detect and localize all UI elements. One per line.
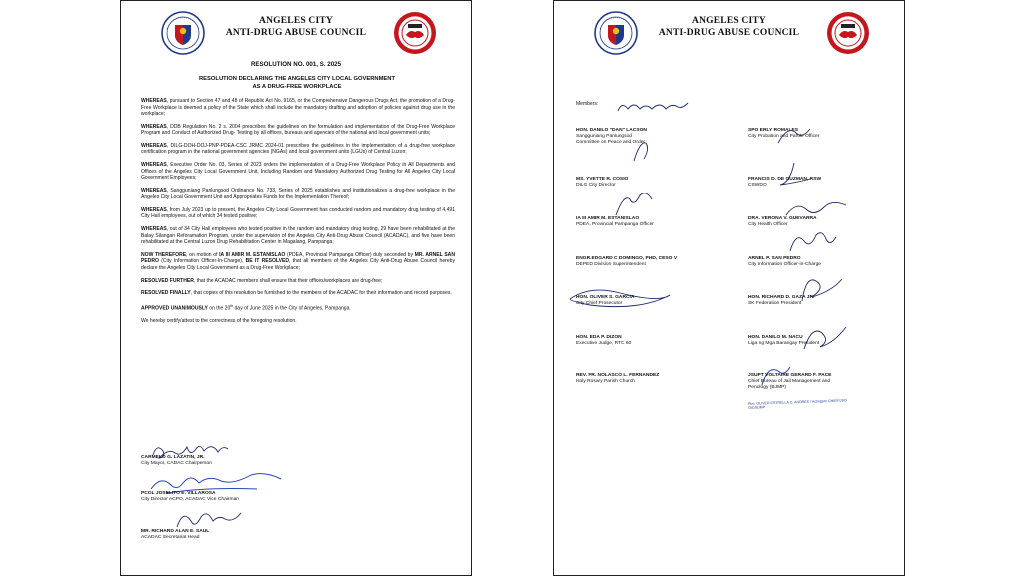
member-name: HON. DANILO "DAN" LACSON xyxy=(576,128,647,133)
paragraph-lead: NOW THEREFORE xyxy=(141,251,187,258)
member-block xyxy=(748,256,898,268)
signatory-block xyxy=(141,491,239,503)
certify-line: We hereby certify/attest to the correctness of the foregoing resolution. xyxy=(141,318,297,325)
paragraph-text: (City Information Officer-In-Charge), xyxy=(158,258,246,265)
paragraph-lead: RESOLVED FURTHER xyxy=(141,277,194,284)
member-block xyxy=(576,216,726,228)
date-suffix: th xyxy=(230,303,234,308)
header-line-1: ANGELES CITY xyxy=(692,16,766,26)
member-position: CSWDO xyxy=(748,183,767,189)
lacson-signature xyxy=(614,97,694,117)
member-name: IA III AMIR M. ESTANISLAO xyxy=(576,216,640,221)
member-position: SK Federation President xyxy=(748,301,802,307)
member-block xyxy=(748,216,898,228)
member-block xyxy=(748,335,898,347)
member-position: Holy Rosary Parish Church xyxy=(576,379,635,385)
member-block xyxy=(576,256,726,268)
member-name: SPO ERLY ROMALES xyxy=(748,128,799,133)
paragraph-text: , out of 34 City Hall employees who tested positive in the random and mandatory drug testing, 29 have been rehabilitated at the Balay Silangan Reforamation Program, under the supervision of the Angeles City Anti-Drug Abuse Council (ACADAC), and five have been rehabilitated at the Central Luzon Drug Rehabilitation Center in Magalang, Pampanga; xyxy=(141,226,455,246)
member-block xyxy=(748,177,898,189)
member-position: DILG City Director xyxy=(576,183,616,189)
member-name: FRANCIS D. DE GUZMAN, RSW xyxy=(748,177,822,182)
sanpedro-signature xyxy=(784,229,840,257)
whereas-paragraph xyxy=(141,124,455,137)
signatory-name: CARMELO G. LAZATIN, JR. xyxy=(141,455,205,460)
signatory-position: ACADAC Secretariat Head xyxy=(141,535,200,541)
member-position: Chief Bureau of Jail Management and xyxy=(748,379,831,385)
paragraph-text: , Sangguniang Panlungsod Ordinance No. 733, Series of 2025 establishes and institutionalizes a drug-free workplace in the Angeles City Local Government Unit and Appropriates Funds for the Implementation Thereof; xyxy=(141,187,455,201)
paragraph-lead: WHEREAS xyxy=(141,123,167,130)
member-name: HON. RICHARD D. GAZA JR. xyxy=(748,295,815,300)
title-line-2: AS A DRUG-FREE WORKPLACE xyxy=(252,83,342,90)
paragraph-lead: WHEREAS xyxy=(141,226,167,233)
signatory-position: City Mayor, CADAC Chairperson xyxy=(141,461,212,467)
member-name: MS. YVETTE R. COSIO xyxy=(576,177,629,182)
members-label: Members: xyxy=(576,101,599,107)
member-name: ARNEL P. SAN PEDRO xyxy=(748,256,801,261)
paragraph-text: day of June 2025 in the City of Angeles, Pampanga. xyxy=(233,305,351,312)
council-header xyxy=(554,15,904,39)
whereas-paragraph xyxy=(141,188,455,201)
paragraph-text: on the 20 xyxy=(207,305,231,312)
member-position-2: Committee on Peace and Order xyxy=(576,140,646,146)
signatory-name: PCOL JOSELITO E. VILLAROSA xyxy=(141,491,216,496)
paragraph-text: (PDEA, Provincial Pampanga Officer) duly seconded by xyxy=(285,251,415,258)
member-position: City Information Officer-in-Charge xyxy=(748,262,822,268)
member-block xyxy=(748,373,898,392)
member-position: City Probation and Parole Officer xyxy=(748,134,820,140)
member-name: HON. EDA P. DIZON xyxy=(576,335,622,340)
resolution-page-1 xyxy=(120,0,472,576)
paragraph-text: , that all members of the Angeles City Anti-Drug Abuse Council hereby declare the Angeles City Local Government as a Drug-Free Workplace; xyxy=(141,258,455,271)
paragraph-text: , Executive Order No. 03, Series of 2023 orders the implementation of a Drug-Free Workplace Policy in All Departments and Offices of the Angeles City Local Government Unit, Including Random and Mandatory Authorized Drug Testing for All Angeles City Local Government Employees; xyxy=(141,162,455,182)
paragraph-lead: WHEREAS xyxy=(141,206,167,213)
title-line-1: RESOLUTION DECLARING THE ANGELES CITY LOCAL GOVERNMENT xyxy=(198,76,396,82)
signatory-position: City Director ACPO, ACADAC Vice Chairman xyxy=(141,497,240,503)
paragraph-text: , that the ACADAC members shall ensure that their offices/workplaces are drug-free; xyxy=(193,277,383,284)
signatory-block xyxy=(141,529,209,541)
member-position-2: Penology (BJMP) xyxy=(748,385,787,391)
approved-paragraph xyxy=(141,303,455,312)
resolved-further-paragraph xyxy=(141,278,455,285)
member-block xyxy=(576,335,726,347)
handwritten-note: Pbo. OLIVER ESTRELLA C. ANDRES / Actingarn CHIEF/JSO OIC/BJMP xyxy=(747,398,847,411)
member-name: JSUPT VOLTAIRE GERARD F. PACE xyxy=(748,373,832,378)
member-name: HON. DANILO M. NACU xyxy=(748,335,803,340)
member-position: PDEA, Provincial Pampanga Officer xyxy=(576,222,654,228)
resolved-finally-paragraph xyxy=(141,290,455,297)
member-name: ENGR.EDGARD C DOMINGO, PHD, CESO V xyxy=(576,256,678,261)
header-line-2: ANTI-DRUG ABUSE COUNCIL xyxy=(225,28,367,38)
council-header xyxy=(121,15,471,39)
signatory-block xyxy=(141,455,212,467)
whereas-paragraph xyxy=(141,98,455,118)
member-position: Sangguniang Panlungsod xyxy=(576,134,633,140)
paragraph-lead: WHEREAS xyxy=(141,98,167,104)
paragraph-lead: WHEREAS xyxy=(141,142,167,149)
header-line-2: ANTI-DRUG ABUSE COUNCIL xyxy=(658,28,800,38)
member-block xyxy=(748,295,898,307)
whereas-paragraph xyxy=(141,207,455,220)
member-block xyxy=(748,128,898,140)
paragraph-lead: RESOLVED FINALLY xyxy=(141,290,191,297)
member-name: HON. OLIVER S. GARCIA xyxy=(576,295,635,300)
paragraph-lead: APPROVED UNANIMOUSLY xyxy=(141,305,208,312)
member-block xyxy=(576,177,726,189)
be-it-resolved: BE IT RESOLVED xyxy=(245,258,289,265)
paragraph-lead: WHEREAS xyxy=(141,187,167,194)
member-position: DEPED Division Superintendent xyxy=(576,262,646,268)
mover-name: IA III AMIR M. ESTANISLAO xyxy=(219,251,286,258)
member-name: REV. FR. NOLASCO L. FERNANDEZ xyxy=(576,373,660,378)
member-position: City Health Officer xyxy=(748,222,788,228)
whereas-paragraph xyxy=(141,226,455,246)
paragraph-text: , pursuant to Section 47 and 48 of Republic Act No. 9165, or the Comprehensive Dangerous Drugs Act, the promotion of a Drug-Free Workplace is deemed a policy of the State which shall include the mandatory drafting and adoption of policies against drug use in the workplace; xyxy=(141,98,455,117)
member-block xyxy=(576,373,726,385)
member-name: DRA. VERONA V. GUEVARRA xyxy=(748,216,817,221)
resolution-number: RESOLUTION NO. 001, S. 2025 xyxy=(250,61,342,68)
paragraph-text: , DILG-DOH-DOJ-PNP-PDEA-CSC JRMC 2024-01 prescribes the guidelines in the implementation of a drug-free workplace certification program in the national government agencies (NGAs) and local government units (LGUs) of Central Luzon; xyxy=(141,142,455,156)
now-therefore-paragraph xyxy=(141,252,455,272)
member-position: Liga ng Mga Barangay President xyxy=(748,341,820,347)
member-block xyxy=(576,295,726,307)
paragraph-lead: WHEREAS xyxy=(141,162,167,169)
signatory-name: MR. RICHARD ALAN E. SAUL xyxy=(141,529,210,534)
member-block xyxy=(576,128,726,147)
paragraph-text: , that copies of this resolution be furnished to the members of the ACADAC for their information and record purposes. xyxy=(190,290,452,297)
whereas-paragraph xyxy=(141,143,455,156)
header-line-1: ANGELES CITY xyxy=(259,16,333,26)
resolution-page-2 xyxy=(553,0,905,576)
resolution-title xyxy=(181,76,413,91)
paragraph-text: , from July 2023 up to present, the Angeles City Local Government has conducted random and mandatory drug testing of 4,491 City Hall employees, out of which 34 tested positive; xyxy=(141,206,455,220)
paragraph-text: , DDB Regulation No. 2 s. 2004 prescribes the guidelines on the formulation and implementation of the Drug-Free Workplace Program and Conduct of Authorized Drug- Testing by all offices, bureaus and agencies of the national and local government units; xyxy=(141,123,455,137)
resolution-body xyxy=(141,98,455,331)
member-position: City Chief Prosecutor xyxy=(576,301,623,307)
seconder-name: MR. ARNEL SAN PEDRO xyxy=(141,251,455,265)
paragraph-text: , on motion of xyxy=(186,251,220,258)
member-position: Executive Judge, RTC 60 xyxy=(576,341,632,347)
whereas-paragraph xyxy=(141,162,455,182)
